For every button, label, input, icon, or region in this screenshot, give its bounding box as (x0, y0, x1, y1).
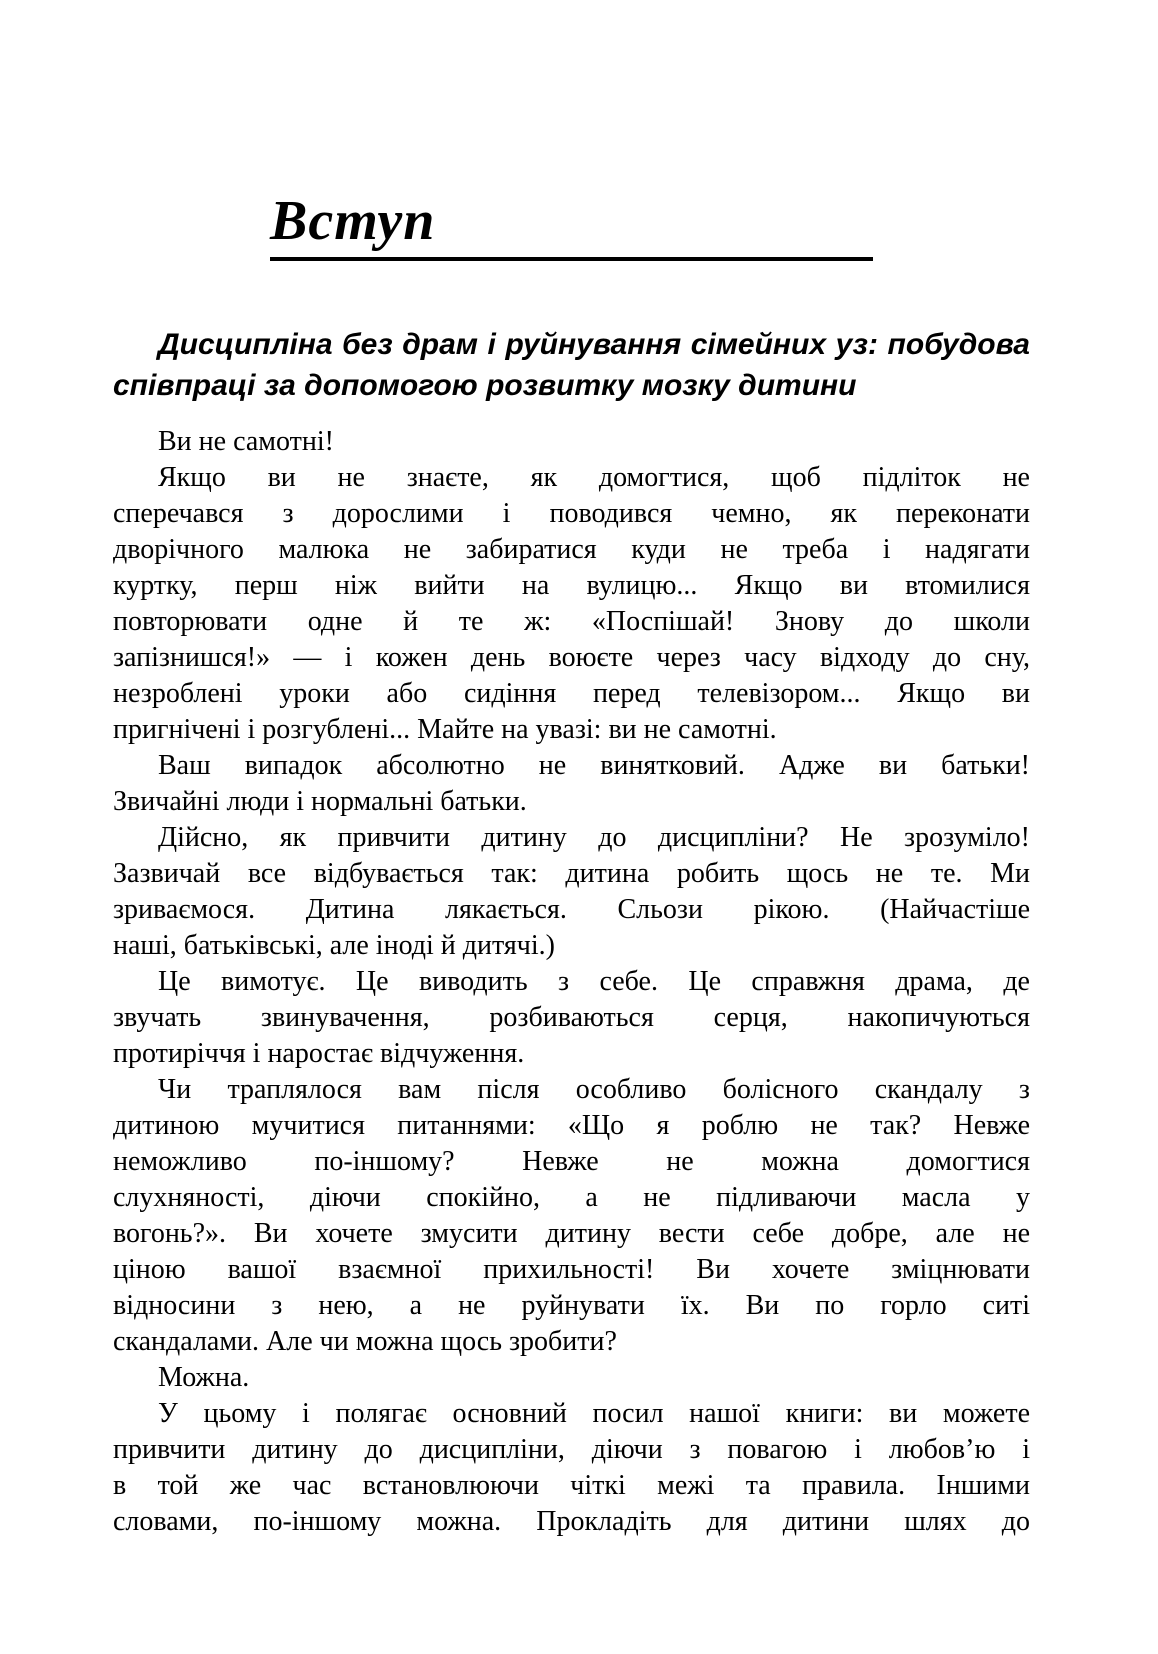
title-underline (270, 257, 873, 261)
subtitle-line: співпраці за допомогою розвитку мозку дитини (113, 369, 857, 402)
body-line: пригнічені і розгублені... Майте на увазі: ви не самотні. (113, 714, 777, 745)
body-line: звучать звинувачення, розбиваються серця, накопичуються (113, 1002, 1030, 1033)
body-line: Звичайні люди і нормальні батьки. (113, 786, 527, 817)
body-line: Можна. (158, 1362, 250, 1393)
body-line: У цьому і полягає основний посил нашої книги: ви можете (158, 1398, 1030, 1429)
body-line: Це вимотує. Це виводить з себе. Це справжня драма, де (158, 966, 1030, 997)
body-line: привчити дитину до дисципліни, діючи з повагою і любов’ю і (113, 1434, 1030, 1465)
body-text (113, 424, 1030, 1540)
body-line: скандалами. Але чи можна щось зробити? (113, 1326, 617, 1357)
body-line: вогонь?». Ви хочете змусити дитину вести себе добре, але не (113, 1218, 1030, 1249)
body-line: наші, батьківські, але іноді й дитячі.) (113, 930, 555, 961)
body-line: Ваш випадок абсолютно не винятковий. Адже ви батьки! (158, 750, 1030, 781)
body-line: словами, по-іншому можна. Прокладіть для дитини шлях до (113, 1506, 1030, 1537)
body-line: дворічного малюка не забиратися куди не треба і надягати (113, 534, 1030, 565)
body-line: слухняності, діючи спокійно, а не підливаючи масла у (113, 1182, 1030, 1213)
section-subtitle (113, 324, 1030, 406)
chapter-title: Вступ (270, 190, 436, 252)
body-line: Якщо ви не знаєте, як домогтися, щоб підліток не (158, 462, 1030, 493)
body-line: ціною вашої взаємної прихильності! Ви хочете зміцнювати (113, 1254, 1030, 1285)
subtitle-line: Дисципліна без драм і руйнування сімейних уз: побудова (158, 328, 1030, 361)
body-line: Чи траплялося вам після особливо болісного скандалу з (158, 1074, 1030, 1105)
body-line: дитиною мучитися питаннями: «Що я роблю не так? Невже (113, 1110, 1030, 1141)
chapter-header (270, 186, 873, 261)
body-line: повторювати одне й те ж: «Поспішай! Знову до школи (113, 606, 1030, 637)
body-line: зриваємося. Дитина лякається. Сльози рікою. (Найчастіше (113, 894, 1030, 925)
body-line: куртку, перш ніж вийти на вулицю... Якщо ви втомилися (113, 570, 1030, 601)
body-line: в той же час встановлюючи чіткі межі та правила. Іншими (113, 1470, 1030, 1501)
body-line: неможливо по-іншому? Невже не можна домогтися (113, 1146, 1030, 1177)
body-line: відносини з нею, а не руйнувати їх. Ви по горло ситі (113, 1290, 1030, 1321)
body-line: Ви не самотні! (158, 426, 334, 457)
body-line: Дійсно, як привчити дитину до дисципліни? Не зрозуміло! (158, 822, 1030, 853)
body-line: сперечався з дорослими і поводився чемно, як переконати (113, 498, 1030, 529)
body-line: незроблені уроки або сидіння перед телевізором... Якщо ви (113, 678, 1030, 709)
body-line: запізнишся!» — і кожен день воюєте через часу відходу до сну, (113, 642, 1030, 673)
body-line: Зазвичай все відбувається так: дитина робить щось не те. Ми (113, 858, 1030, 889)
body-line: протиріччя і наростає відчуження. (113, 1038, 525, 1069)
